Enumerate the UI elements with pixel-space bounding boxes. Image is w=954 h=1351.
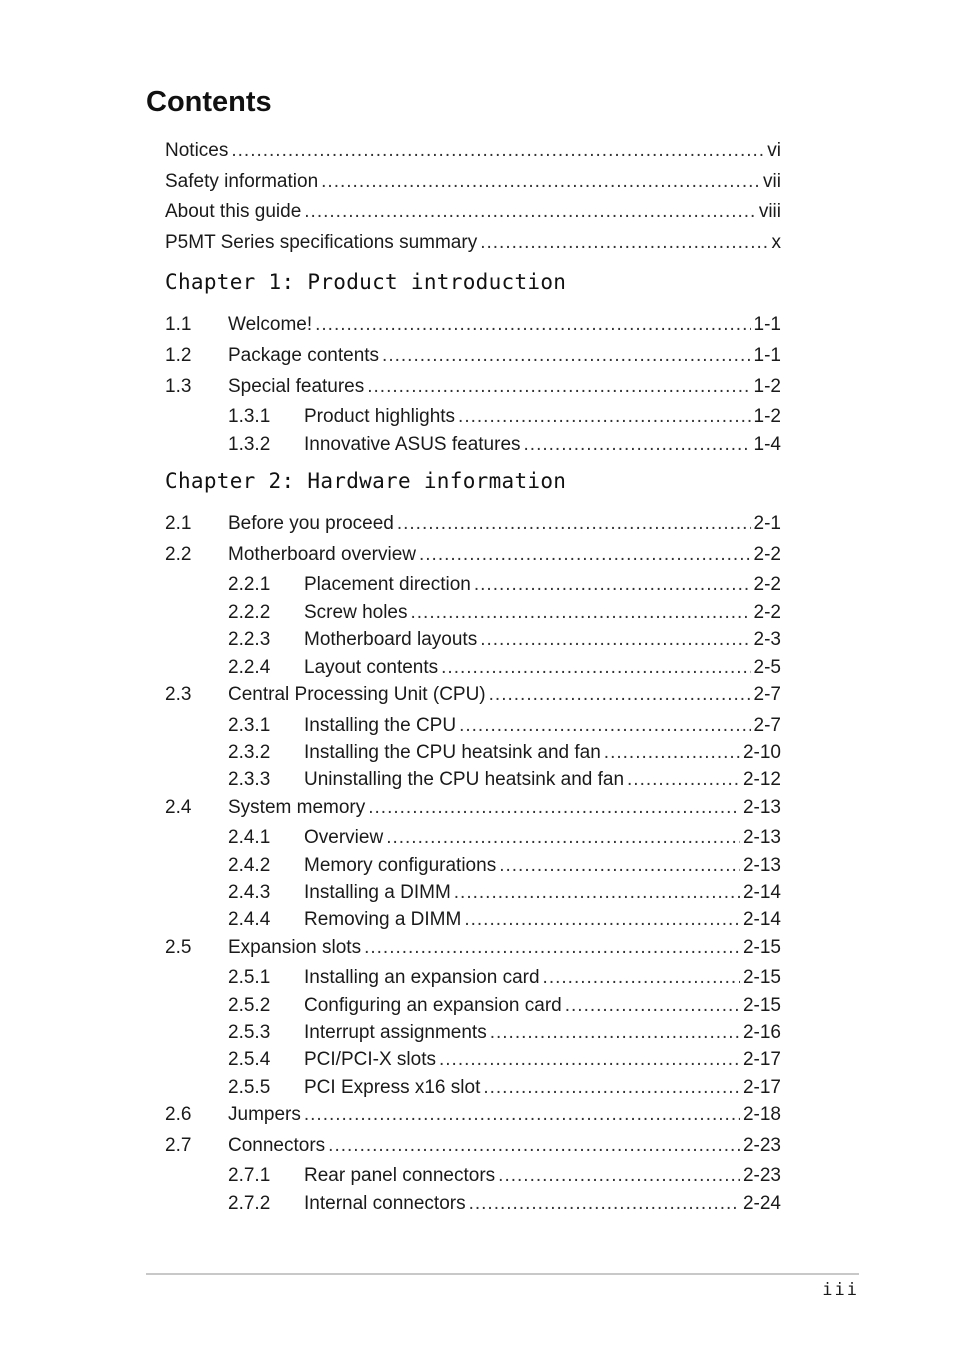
dot-leader [364,936,740,960]
toc-entry-1-3-1[interactable] [165,405,781,429]
dot-leader [490,1021,740,1045]
dot-leader [397,512,751,536]
toc-entry-label: Notices [165,140,229,161]
toc-entry-page: 2-17 [742,1077,781,1098]
toc-entry-label: Safety information [165,171,319,192]
toc-entry-2-5-1[interactable] [165,966,781,990]
toc-entry-number: 2.4.2 [228,855,271,876]
dot-leader [368,796,740,820]
toc-entry-number: 2.4.4 [228,909,271,930]
dot-leader [543,966,740,990]
toc-entry-2-7[interactable] [165,1134,781,1158]
dot-leader [382,344,750,368]
toc-entry-2-2-3[interactable] [165,628,781,652]
dot-leader [315,313,750,337]
toc-entry-number: 2.1 [165,513,192,534]
toc-entry-page: 2-2 [753,602,781,623]
toc-entry-number: 2.2.3 [228,629,271,650]
toc-entry-1-1[interactable] [165,313,781,337]
toc-entry-label: Connectors [228,1135,326,1156]
toc-entry-label: Innovative ASUS features [304,434,521,455]
toc-entry-page: 2-16 [742,1022,781,1043]
dot-leader [498,1164,740,1188]
toc-entry-number: 2.2 [165,544,192,565]
toc-entry-number: 2.3 [165,684,192,705]
toc-entry-label: Layout contents [304,657,439,678]
toc-entry-page: 2-2 [753,574,781,595]
dot-leader [419,543,751,567]
dot-leader [231,139,764,163]
toc-entry-label: Before you proceed [228,513,394,534]
dot-leader [499,854,740,878]
page-title: Contents [146,86,272,118]
toc-entry-page: 2-15 [742,937,781,958]
toc-entry-number: 2.5.2 [228,995,271,1016]
dot-leader [480,628,750,652]
toc-entry-page: 1-4 [753,434,781,455]
toc-entry-number: 2.7.2 [228,1193,271,1214]
dot-leader [441,656,750,680]
toc-entry-number: 1.3.2 [228,434,271,455]
toc-entry-number: 1.1 [165,314,192,335]
dot-leader [304,1103,740,1127]
dot-leader [411,601,751,625]
chapter-1-heading[interactable]: Chapter 1: Product introduction [165,270,567,294]
toc-entry-label: Central Processing Unit (CPU) [228,684,486,705]
toc-entry-2-5[interactable] [165,936,781,960]
toc-entry-page: 2-15 [742,995,781,1016]
toc-entry-number: 1.2 [165,345,192,366]
toc-entry-number: 2.2.2 [228,602,271,623]
dot-leader [367,375,750,399]
toc-entry-label: Configuring an expansion card [304,995,562,1016]
dot-leader [474,573,751,597]
toc-entry-number: 2.5.5 [228,1077,271,1098]
toc-entry-specifications-summary[interactable] [165,231,781,255]
toc-entry-label: PCI/PCI-X slots [304,1049,436,1070]
toc-entry-page: 2-23 [742,1165,781,1186]
toc-entry-label: Jumpers [228,1104,301,1125]
toc-entry-page: 2-1 [753,513,781,534]
toc-entry-2-4-2[interactable] [165,854,781,878]
toc-entry-page: 2-13 [742,855,781,876]
toc-entry-page: vii [763,171,781,192]
toc-entry-notices[interactable] [165,139,781,163]
toc-entry-number: 2.5 [165,937,192,958]
dot-leader [524,433,751,457]
toc-entry-page: 2-3 [753,629,781,650]
toc-entry-about-this-guide[interactable] [165,200,781,224]
toc-entry-page: 1-2 [753,406,781,427]
dot-leader [604,741,740,765]
toc-entry-page: 1-1 [753,345,781,366]
toc-entry-2-5-5[interactable] [165,1076,781,1100]
toc-entry-number: 1.3.1 [228,406,271,427]
toc-entry-label: Installing a DIMM [304,882,451,903]
toc-entry-label: PCI Express x16 slot [304,1077,481,1098]
toc-entry-label: Removing a DIMM [304,909,462,930]
toc-entry-1-3-2[interactable] [165,433,781,457]
dot-leader [489,683,751,707]
toc-entry-1-3[interactable] [165,375,781,399]
toc-entry-page: 2-5 [753,657,781,678]
toc-entry-label: Interrupt assignments [304,1022,487,1043]
toc-entry-page: 2-12 [742,769,781,790]
toc-entry-page: vi [767,140,781,161]
toc-entry-page: 2-14 [742,882,781,903]
toc-entry-label: P5MT Series specifications summary [165,232,478,253]
toc-entry-number: 2.4.1 [228,827,271,848]
toc-entry-page: 1-1 [753,314,781,335]
toc-entry-page: 2-14 [742,909,781,930]
toc-entry-label: Installing an expansion card [304,967,540,988]
toc-entry-label: Uninstalling the CPU heatsink and fan [304,769,625,790]
toc-entry-label: Product highlights [304,406,456,427]
toc-entry-number: 1.3 [165,376,192,397]
toc-entry-2-3-1[interactable] [165,714,781,738]
toc-entry-label: Welcome! [228,314,313,335]
toc-entry-2-2-1[interactable] [165,573,781,597]
toc-entry-2-3[interactable] [165,683,781,707]
toc-entry-number: 2.7 [165,1135,192,1156]
dot-leader [458,405,750,429]
toc-entry-label: Rear panel connectors [304,1165,496,1186]
toc-entry-number: 2.4.3 [228,882,271,903]
toc-entry-1-2[interactable] [165,344,781,368]
toc-entry-label: Memory configurations [304,855,497,876]
toc-entry-page: x [771,232,781,253]
toc-entry-number: 2.3.1 [228,715,271,736]
toc-entry-label: Expansion slots [228,937,362,958]
toc-entry-page: 2-18 [742,1104,781,1125]
toc-entry-2-2[interactable] [165,543,781,567]
toc-entry-2-7-2[interactable] [165,1192,781,1216]
toc-entry-number: 2.7.1 [228,1165,271,1186]
toc-entry-number: 2.2.4 [228,657,271,678]
toc-entry-number: 2.6 [165,1104,192,1125]
toc-entry-page: 2-15 [742,967,781,988]
toc-entry-number: 2.3.3 [228,769,271,790]
toc-entry-label: Installing the CPU [304,715,457,736]
toc-entry-2-5-2[interactable] [165,994,781,1018]
toc-entry-page: 2-24 [742,1193,781,1214]
dot-leader [480,231,768,255]
toc-entry-page: 2-13 [742,797,781,818]
toc-entry-label: Screw holes [304,602,408,623]
toc-entry-page: 2-2 [753,544,781,565]
toc-entry-page: 2-17 [742,1049,781,1070]
dot-leader [483,1076,740,1100]
toc-entry-page: 2-7 [753,715,781,736]
toc-entry-label: Motherboard overview [228,544,416,565]
dot-leader [464,908,740,932]
toc-entry-label: Motherboard layouts [304,629,478,650]
toc-entry-number: 2.5.1 [228,967,271,988]
toc-entry-page: 2-10 [742,742,781,763]
dot-leader [469,1192,740,1216]
toc-entry-2-6[interactable] [165,1103,781,1127]
toc-entry-2-3-2[interactable] [165,741,781,765]
toc-entry-number: 2.5.3 [228,1022,271,1043]
toc-entry-page: 2-23 [742,1135,781,1156]
footer-rule [146,1273,859,1275]
dot-leader [459,714,750,738]
dot-leader [328,1134,740,1158]
toc-entry-label: Internal connectors [304,1193,466,1214]
toc-entry-number: 2.4 [165,797,192,818]
dot-leader [321,170,760,194]
dot-leader [454,881,740,905]
toc-entry-safety-information[interactable] [165,170,781,194]
page-number: iii [822,1280,859,1300]
toc-entry-2-4-1[interactable] [165,826,781,850]
toc-entry-2-5-3[interactable] [165,1021,781,1045]
toc-entry-number: 2.3.2 [228,742,271,763]
toc-entry-page: 2-7 [753,684,781,705]
toc-entry-number: 2.5.4 [228,1049,271,1070]
toc-entry-2-2-2[interactable] [165,601,781,625]
chapter-2-heading[interactable]: Chapter 2: Hardware information [165,469,567,493]
toc-entry-label: Special features [228,376,365,397]
toc-entry-label: Package contents [228,345,380,366]
toc-entry-page: viii [758,201,781,222]
toc-entry-2-4[interactable] [165,796,781,820]
toc-entry-label: System memory [228,797,366,818]
toc-entry-page: 2-13 [742,827,781,848]
dot-leader [627,768,740,792]
toc-entry-2-7-1[interactable] [165,1164,781,1188]
toc-entry-label: About this guide [165,201,302,222]
toc-entry-2-5-4[interactable] [165,1048,781,1072]
toc-entry-2-3-3[interactable] [165,768,781,792]
toc-entry-label: Installing the CPU heatsink and fan [304,742,601,763]
toc-entry-2-4-3[interactable] [165,881,781,905]
dot-leader [565,994,740,1018]
dot-leader [439,1048,740,1072]
dot-leader [304,200,756,224]
toc-entry-2-1[interactable] [165,512,781,536]
toc-entry-2-2-4[interactable] [165,656,781,680]
toc-entry-page: 1-2 [753,376,781,397]
toc-entry-label: Placement direction [304,574,471,595]
toc-entry-2-4-4[interactable] [165,908,781,932]
dot-leader [386,826,740,850]
toc-entry-label: Overview [304,827,384,848]
toc-entry-number: 2.2.1 [228,574,271,595]
